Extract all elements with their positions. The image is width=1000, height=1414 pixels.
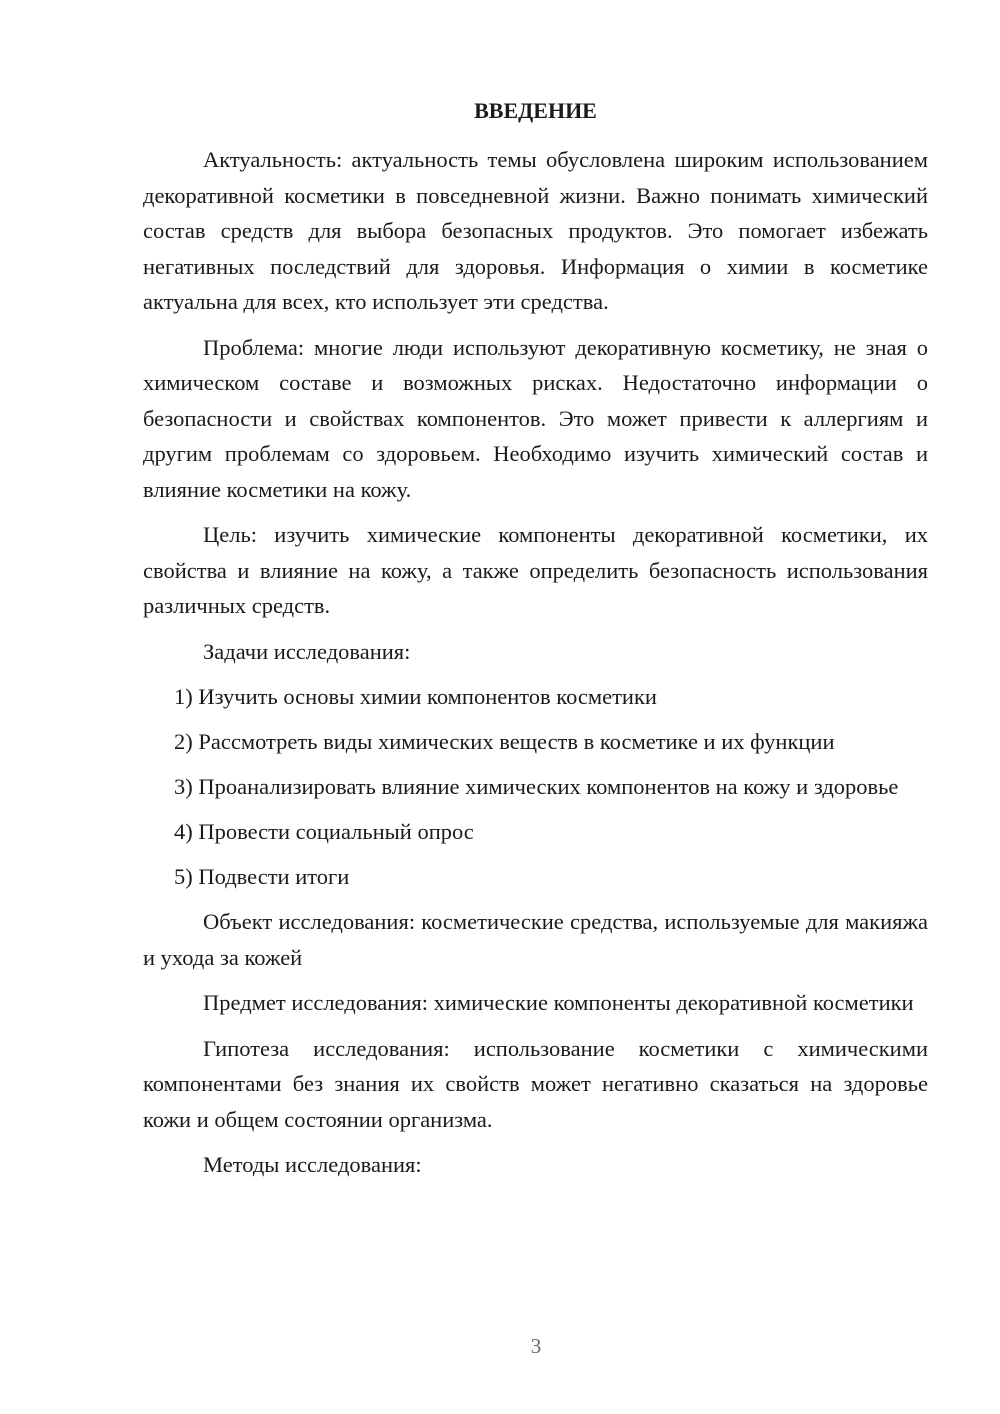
list-item: 2) Рассмотреть виды химических веществ в косметике и их функции	[174, 729, 835, 754]
list-item: 1) Изучить основы химии компонентов косметики	[174, 684, 657, 709]
list-item: 4) Провести социальный опрос	[174, 819, 474, 844]
problem-paragraph: Проблема: многие люди используют декоративную косметику, не зная о химическом составе и возможных рисках. Недостаточно информации о безопасности и свойствах компонентов. Это может привести к аллергиям и другим проблемам со здоровьем. Необходимо изучить химический состав и влияние косметики на кожу.	[143, 334, 928, 502]
list-item: 3) Проанализировать влияние химических компонентов на кожу и здоровье	[174, 774, 899, 799]
relevance-paragraph: Актуальность: актуальность темы обусловлена широким использованием декоративной косметики в повседневной жизни. Важно понимать химический состав средств для выбора безопасных продуктов. Это помогает избежать негативных последствий для здоровья. Информация о химии в косметике актуальна для всех, кто использует эти средства.	[143, 147, 928, 314]
list-item: 5) Подвести итоги	[174, 864, 350, 889]
subject-paragraph: Предмет исследования: химические компоненты декоративной косметики	[203, 990, 914, 1015]
tasks-heading: Задачи исследования:	[203, 638, 411, 664]
object-paragraph: Объект исследования: косметические средства, используемые для макияжа и ухода за кожей	[143, 909, 928, 970]
page-content	[143, 96, 928, 1193]
goal-paragraph: Цель: изучить химические компоненты декоративной косметики, их свойства и влияние на кожу, а также определить безопасность использования различных средств.	[143, 522, 928, 618]
section-title: ВВЕДЕНИЕ	[474, 98, 597, 123]
tasks-list	[143, 679, 928, 895]
hypothesis-paragraph: Гипотеза исследования: использование косметики с химическими компонентами без знания их свойств может негативно сказаться на здоровье кожи и общем состоянии организма.	[143, 1035, 928, 1132]
page-number: 3	[530, 1334, 542, 1358]
methods-heading: Методы исследования:	[203, 1152, 422, 1177]
